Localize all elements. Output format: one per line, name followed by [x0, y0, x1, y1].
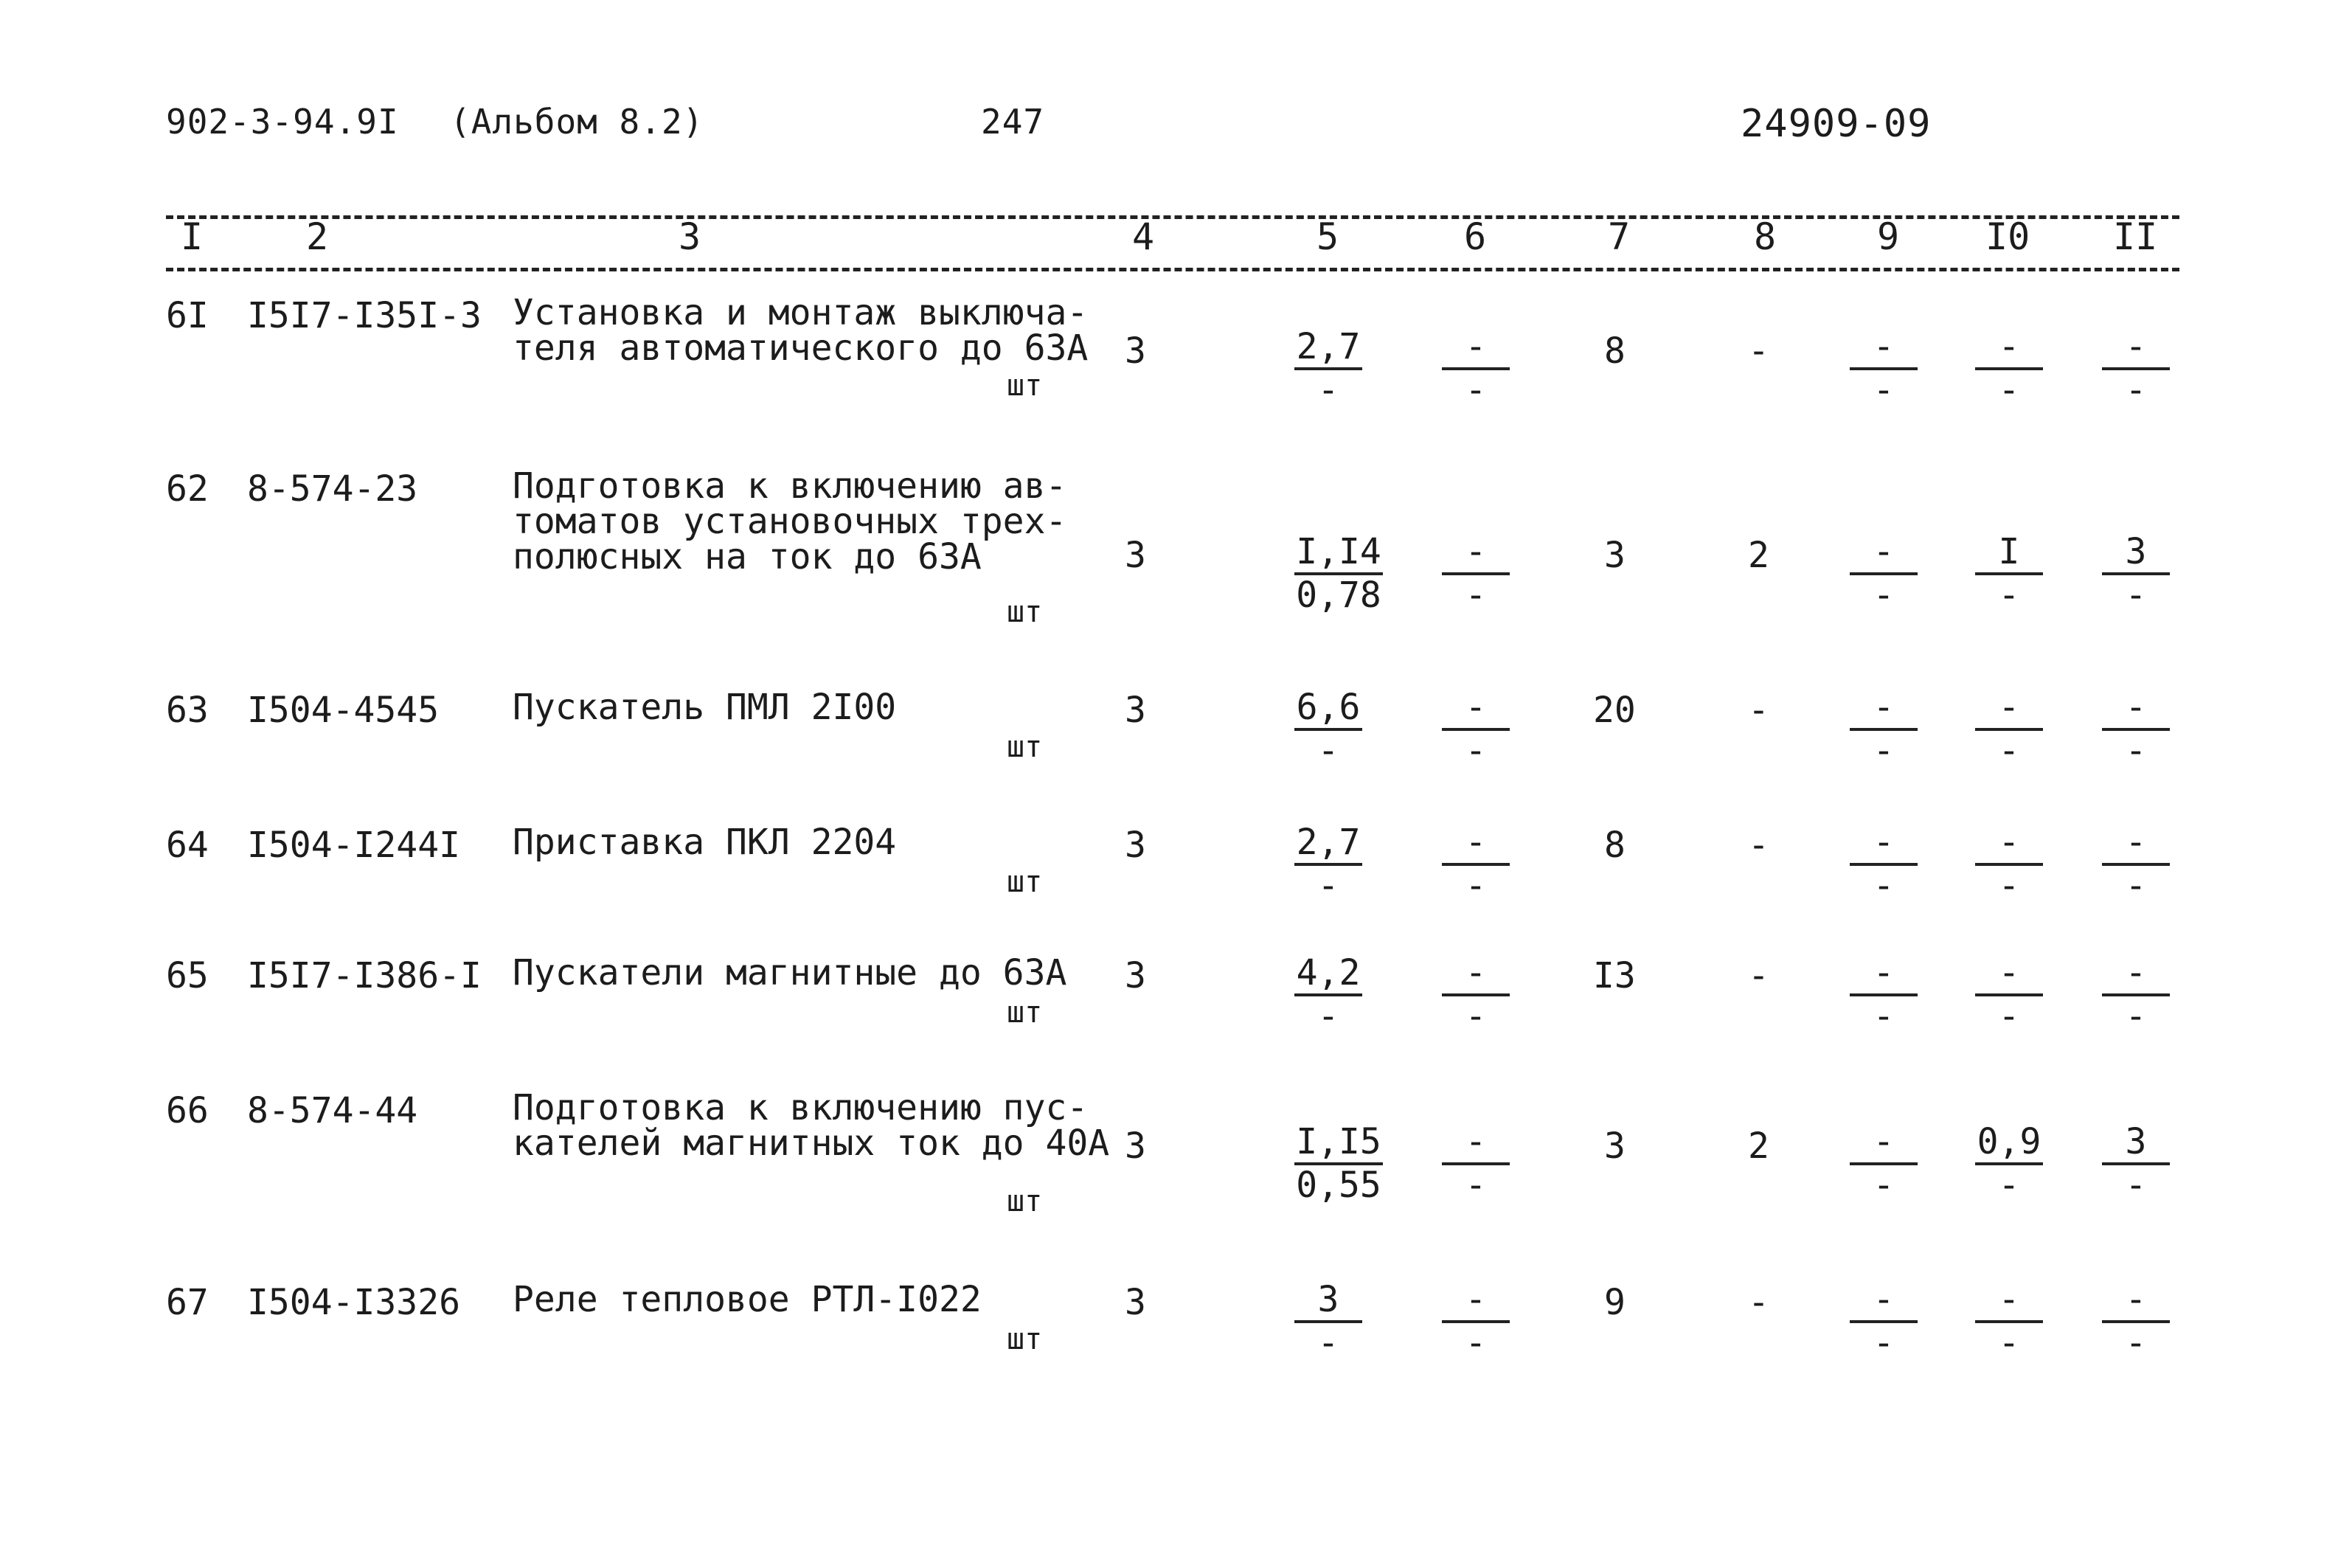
row-col8: -	[1748, 1282, 1769, 1323]
row-col4: 3	[1125, 1282, 1146, 1323]
row-col6-fraction: - -	[1442, 1279, 1510, 1363]
doc-number: 24909-09	[1741, 102, 1932, 146]
row-col10-fraction: 0,9 -	[1975, 1121, 2043, 1205]
document-code: 902-3-94.9I	[166, 102, 399, 142]
row-code: I504-I244I	[247, 825, 460, 866]
row-code: 8-574-44	[247, 1090, 418, 1131]
row-number: 67	[166, 1282, 209, 1323]
row-number: 64	[166, 825, 209, 866]
row-unit: шт	[1007, 1322, 1043, 1356]
album-label: (Альбом 8.2)	[450, 102, 704, 142]
row-code: 8-574-23	[247, 468, 418, 510]
row-col7: I3	[1593, 955, 1636, 996]
row-unit: шт	[1007, 865, 1043, 899]
table-row	[0, 822, 2352, 972]
row-code: I504-4545	[247, 690, 440, 731]
row-col8: 2	[1748, 1125, 1769, 1167]
page-number: 247	[981, 102, 1045, 142]
table-row	[0, 1087, 2352, 1238]
row-col5-fraction: 6,6 -	[1294, 687, 1362, 771]
column-number: 3	[679, 215, 701, 258]
row-col8: -	[1748, 825, 1769, 866]
row-description: Пускатель ПМЛ 2I00	[513, 687, 897, 728]
row-col6-fraction: - -	[1442, 822, 1510, 906]
row-col10-fraction: - -	[1975, 326, 2043, 410]
row-col9-fraction: - -	[1850, 952, 1918, 1036]
row-col4: 3	[1125, 955, 1146, 996]
row-col5-fraction: 2,7 -	[1294, 326, 1362, 410]
row-col7: 8	[1604, 825, 1626, 866]
row-col8: -	[1748, 690, 1769, 731]
table-row	[0, 1279, 2352, 1429]
row-description: Подготовка к включению ав- томатов установочных трех- полюсных на ток до 63А	[513, 465, 1067, 577]
row-col10-fraction: - -	[1975, 952, 2043, 1036]
row-description: Пускатели магнитные до 63А	[513, 952, 1067, 993]
row-col7: 9	[1604, 1282, 1626, 1323]
row-col5-fraction: $\frac{I,I4}{0,78}$	[1294, 531, 1383, 615]
row-col8: 2	[1748, 535, 1769, 576]
column-number: 2	[306, 215, 329, 258]
table-row	[0, 465, 2352, 629]
column-number: 7	[1608, 215, 1631, 258]
row-col7: 3	[1604, 1125, 1626, 1167]
column-number: 8	[1754, 215, 1777, 258]
row-description: Подготовка к включению пус- кателей магнитных ток до 40А	[513, 1087, 1110, 1164]
row-description: Приставка ПКЛ 2204	[513, 822, 897, 863]
row-col6-fraction: - -	[1442, 326, 1510, 410]
row-col6-fraction: - -	[1442, 687, 1510, 771]
row-number: 6I	[166, 295, 209, 336]
row-number: 66	[166, 1090, 209, 1131]
row-col11-fraction: - -	[2102, 952, 2170, 1036]
row-col9-fraction: - -	[1850, 1279, 1918, 1363]
row-col4: 3	[1125, 1125, 1146, 1167]
row-col9-fraction: - -	[1850, 531, 1918, 615]
row-col10-fraction: I -	[1975, 531, 2043, 615]
row-code: I5I7-I386-I	[247, 955, 482, 996]
row-col5-fraction: 3 -	[1294, 1279, 1362, 1363]
row-col7: 3	[1604, 535, 1626, 576]
row-description: Установка и монтаж выключа- теля автоматического до 63А	[513, 292, 1089, 369]
table-row	[0, 292, 2352, 443]
row-code: I504-I3326	[247, 1282, 460, 1323]
row-col9-fraction: - -	[1850, 822, 1918, 906]
row-description: Реле тепловое РТЛ-I022	[513, 1279, 982, 1320]
column-number: I	[181, 215, 204, 258]
row-unit: шт	[1007, 996, 1043, 1030]
row-col11-fraction: - -	[2102, 687, 2170, 771]
row-col8: -	[1748, 330, 1769, 372]
row-number: 65	[166, 955, 209, 996]
row-unit: шт	[1007, 1184, 1043, 1218]
row-col11-fraction: - -	[2102, 822, 2170, 906]
header-rule-bottom	[166, 268, 2179, 271]
row-unit: шт	[1007, 369, 1043, 403]
row-col11-fraction: 3 -	[2102, 1121, 2170, 1205]
column-number: 6	[1464, 215, 1487, 258]
row-col9-fraction: - -	[1850, 326, 1918, 410]
row-col11-fraction: - -	[2102, 1279, 2170, 1363]
row-col4: 3	[1125, 825, 1146, 866]
row-number: 62	[166, 468, 209, 510]
row-col5-fraction: $\frac{I,I5}{0,55}$	[1294, 1121, 1383, 1205]
column-number: II	[2113, 215, 2158, 258]
row-col7: 8	[1604, 330, 1626, 372]
row-col5-fraction: 2,7 -	[1294, 822, 1362, 906]
row-col9-fraction: - -	[1850, 687, 1918, 771]
table-row	[0, 687, 2352, 837]
row-col7: 20	[1593, 690, 1636, 731]
row-col4: 3	[1125, 330, 1146, 372]
row-col8: -	[1748, 955, 1769, 996]
row-col11-fraction: - -	[2102, 326, 2170, 410]
row-col10-fraction: - -	[1975, 687, 2043, 771]
row-col9-fraction: - -	[1850, 1121, 1918, 1205]
row-col5-fraction: 4,2 -	[1294, 952, 1362, 1036]
row-col6-fraction: - -	[1442, 531, 1510, 615]
row-col11-fraction: 3 -	[2102, 531, 2170, 615]
row-col10-fraction: - -	[1975, 1279, 2043, 1363]
table-row	[0, 952, 2352, 1103]
row-code: I5I7-I35I-3	[247, 295, 482, 336]
row-col10-fraction: - -	[1975, 822, 2043, 906]
column-number: 5	[1317, 215, 1339, 258]
row-col4: 3	[1125, 690, 1146, 731]
row-number: 63	[166, 690, 209, 731]
row-col6-fraction: - -	[1442, 952, 1510, 1036]
row-unit: шт	[1007, 595, 1043, 629]
column-number: 9	[1877, 215, 1900, 258]
row-col4: 3	[1125, 535, 1146, 576]
column-number: I0	[1985, 215, 2030, 258]
column-number: 4	[1132, 215, 1155, 258]
row-unit: шт	[1007, 730, 1043, 764]
row-col6-fraction: - -	[1442, 1121, 1510, 1205]
